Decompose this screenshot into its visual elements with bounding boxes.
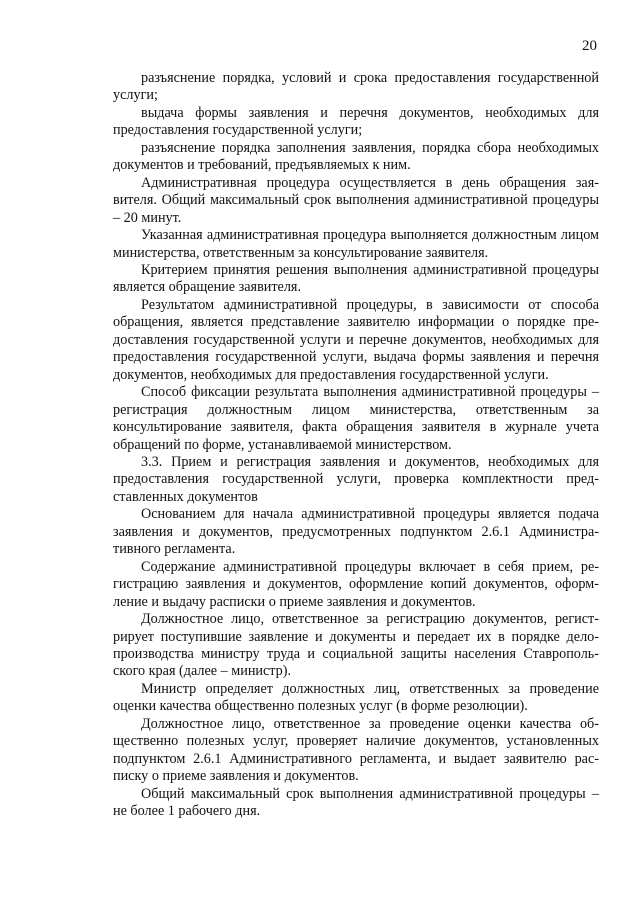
page-number: 20 xyxy=(582,38,597,54)
paragraph: Административная процедура осуществляется в день обращения заявителя. Общий максимальный срок выполнения административной процедуры – 20 минут. xyxy=(113,174,599,226)
paragraph: Министр определяет должностных лиц, ответственных за проведение оценки качества общественно полезных услуг (в форме резолюции). xyxy=(113,680,599,715)
paragraph: Должностное лицо, ответственное за проведение оценки качества общественно полезных услуг, проверяет наличие документов, установленных подпунктом 2.6.1 Административного регламента, и выдает заявителю расписку о приеме заявления и документов. xyxy=(113,715,599,785)
document-body xyxy=(113,70,599,820)
paragraph: Основанием для начала административной процедуры является подача заявления и документов, предусмотренных подпунктом 2.6.1 Административного регламента. xyxy=(113,506,599,558)
paragraph: выдача формы заявления и перечня документов, необходимых для предоставления государственной услуги; xyxy=(113,104,599,139)
paragraph: Способ фиксации результата выполнения административной процедуры – регистрация должностным лицом министерства, ответственным за консультирование заявителя, факта обращения заявителя в журнале учета обращений по форме, устанавливаемой министерством. xyxy=(113,384,599,453)
paragraph: Общий максимальный срок выполнения административной процедуры – не более 1 рабочего дня. xyxy=(113,785,599,820)
paragraph: Должностное лицо, ответственное за регистрацию документов, регистрирует поступившие заявление и документы и передает их в порядке делопроизводства министру труда и социальной защиты населения Ставропольского края (далее – министр). xyxy=(113,611,599,680)
paragraph: разъяснение порядка, условий и срока предоставления государственной услуги; xyxy=(113,70,599,104)
paragraph: разъяснение порядка заполнения заявления, порядка сбора необходимых документов и требований, предъявляемых к ним. xyxy=(113,139,599,174)
paragraph: Критерием принятия решения выполнения административной процедуры является обращение заявителя. xyxy=(113,261,599,296)
paragraph: Содержание административной процедуры включает в себя прием, регистрацию заявления и документов, оформление копий документов, оформление и выдачу расписки о приеме заявления и документов. xyxy=(113,558,599,610)
section-heading: 3.3. Прием и регистрация заявления и документов, необходимых для предоставления государственной услуги, проверка комплектности представленных документов xyxy=(113,453,599,505)
paragraph: Результатом административной процедуры, в зависимости от способа обращения, является представление заявителю информации о порядке предоставления государственной услуги и перечне документов, необходимых для предоставления государственной услуги, выдача формы заявления и перечня документов, необходимых для предоставления государственной услуги. xyxy=(113,296,599,383)
paragraph: Указанная административная процедура выполняется должностным лицом министерства, ответственным за консультирование заявителя. xyxy=(113,227,599,261)
